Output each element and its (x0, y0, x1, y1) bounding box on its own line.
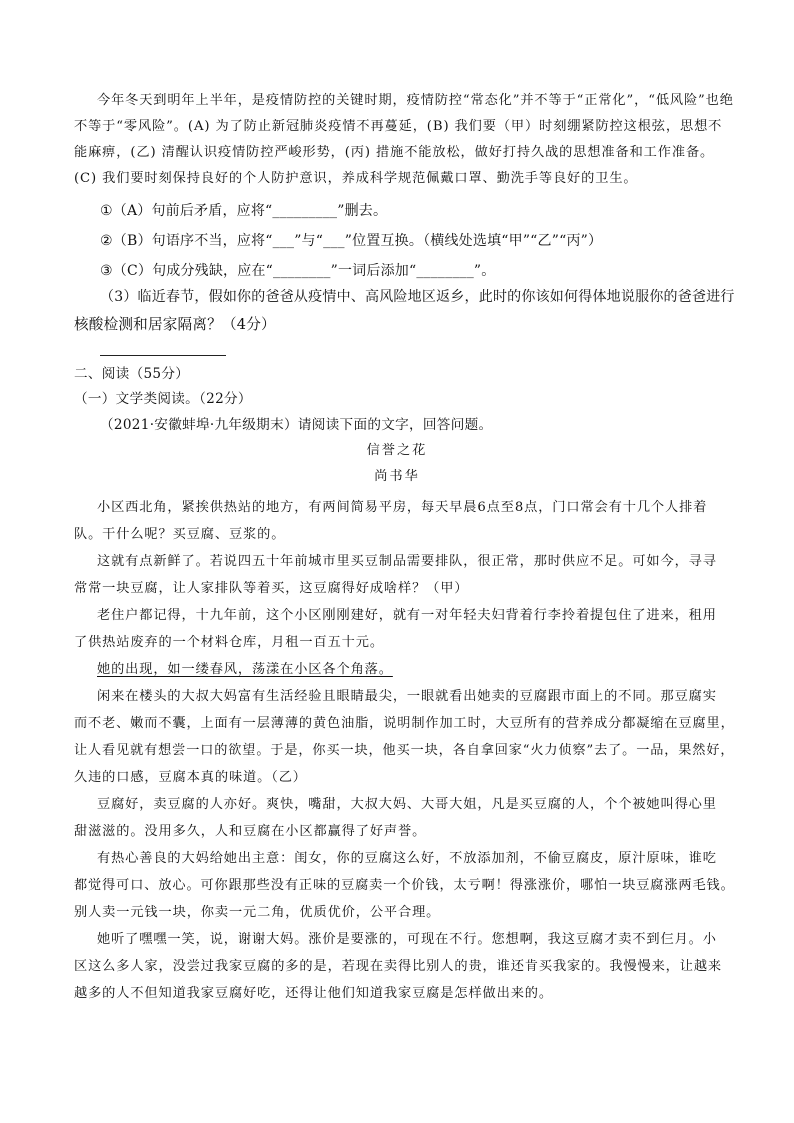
question-3-line-1: （3）临近春节，假如你的爸爸从疫情中、高风险地区返乡，此时的你该如何得体地说服你的爸爸进行 (100, 289, 735, 305)
sub-item-2: ②（B）句语序不当，应将“___”与“___”位置互换。（横线处选填“甲”“乙”“丙”） (100, 233, 603, 249)
article-line: 让人看见就有想尝一口的欲望。于是，你买一块，他买一块，各自拿回家“火力侦察”去了。一品，果然好， (74, 743, 735, 758)
article-title: 信誉之花 (366, 443, 428, 458)
source-note: （2021·安徽蚌埠·九年级期末）请阅读下面的文字，回答问题。 (100, 417, 493, 433)
article-line: 越多的人不但知道我家豆腐好吃，还得让他们知道我家豆腐是怎样做出来的。 (74, 986, 553, 1001)
intro-line-4: (C) 我们要时刻保持良好的个人防护意识，养成科学规范佩戴口罩、勤洗手等良好的卫生。 (74, 171, 638, 186)
article-line: 区这么多人家，没尝过我家豆腐的多的是，若现在卖得比别人的贵，谁还肯买我家的。我慢慢来，让越来 (74, 959, 723, 974)
intro-line-3: 能麻痹，(乙) 清醒认识疫情防控严峻形势，(丙) 措施不能放松，做好打持久战的思想准备和工作准备。 (74, 145, 715, 160)
sub-item-3: ③（C）句成分残缺，应在“________”一词后添加“________”。 (100, 263, 496, 279)
article-line: 豆腐好，卖豆腐的人亦好。爽快，嘴甜，大叔大妈、大哥大姐，凡是买豆腐的人，个个被她叫得心里 (97, 797, 717, 812)
sub-item-1: ①（A）句前后矛盾，应将“_________”删去。 (100, 203, 388, 219)
article-line: 老住户都记得，十九年前，这个小区刚刚建好，就有一对年轻夫妇背着行李拎着提包住了进来，租用 (97, 608, 717, 623)
article-line: 队。干什么呢？买豆腐、豆浆的。 (74, 527, 286, 542)
sub-section-heading: （一）文学类阅读。（22分） (74, 391, 252, 407)
article-line: 闲来在楼头的大叔大妈富有生活经验且眼睛最尖，一眼就看出她卖的豆腐跟市面上的不同。那豆腐实 (97, 689, 717, 704)
article-line: 了供热站废弃的一个材料仓库，月租一百五十元。 (74, 635, 384, 650)
article-line: 有热心善良的大妈给她出主意：闺女，你的豆腐这么好，不放添加剂，不偷豆腐皮，原汁原味，谁吃 (97, 851, 717, 866)
article-line: 这就有点新鲜了。若说四五十年前城市里买豆制品需要排队，很正常，那时供应不足。可如今，寻寻 (97, 554, 717, 569)
answer-line (100, 355, 226, 356)
section-heading: 二、阅读（55分） (74, 366, 190, 382)
article-line: 久违的口感，豆腐本真的味道。（乙） (74, 770, 307, 785)
article-line: 而不老、嫩而不囊，上面有一层薄薄的黄色油脂，说明制作加工时，大豆所有的营养成分都凝缩在豆腐里， (74, 716, 735, 731)
question-3-line-2: 核酸检测和居家隔离？（4分） (74, 316, 276, 333)
article-line: 甜滋滋的。没用多久，人和豆腐在小区都赢得了好声誉。 (74, 824, 427, 839)
article-line-underlined: 她的出现，如一缕春风，荡漾在小区各个角落。 (97, 662, 393, 677)
article-line: 常常一块豆腐，让人家排队等着买，这豆腐得好成啥样？（甲） (74, 581, 469, 596)
article-line: 都觉得可口、放心。可你跟那些没有正味的豆腐卖一个价钱，太亏啊！得涨涨价，哪怕一块豆腐涨两毛钱。 (74, 878, 735, 893)
article-line: 小区西北角，紧挨供热站的地方，有两间简易平房，每天早晨6点至8点，门口常会有十几个人排着 (97, 500, 708, 515)
intro-line-1: 今年冬天到明年上半年，是疫情防控的关键时期，疫情防控“常态化”并不等于“正常化”，“低风险”也绝 (97, 93, 734, 108)
intro-line-2: 不等于“零风险”。(A) 为了防止新冠肺炎疫情不再蔓延，(B) 我们要（甲）时刻绷紧防控这根弦，思想不 (74, 119, 723, 134)
article-author: 尚书华 (374, 469, 420, 484)
article-line: 别人卖一元钱一块，你卖一元二角，优质优价，公平合理。 (74, 905, 441, 920)
article-line: 她听了嘿嘿一笑，说，谢谢大妈。涨价是要涨的，可现在不行。您想啊，我这豆腐才卖不到仨月。小 (97, 932, 717, 947)
